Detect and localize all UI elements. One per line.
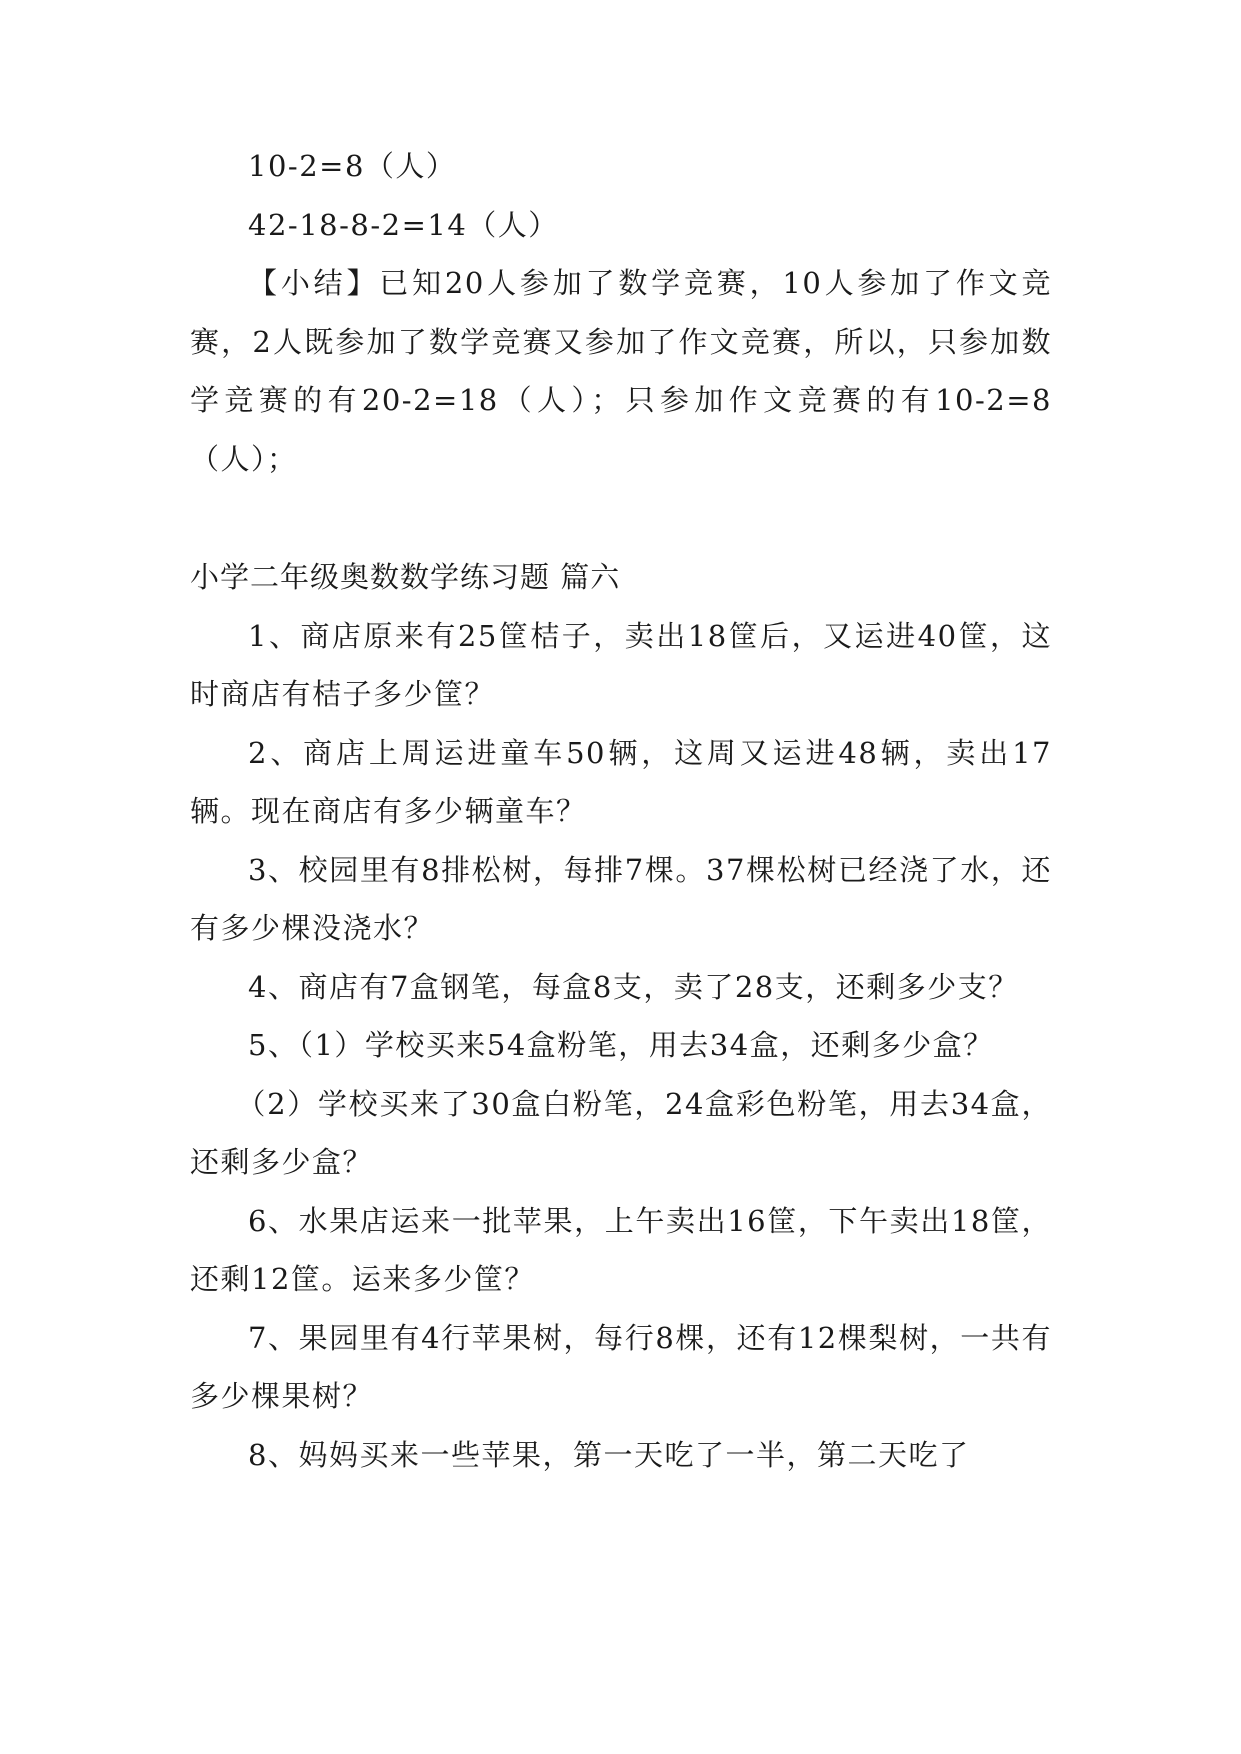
- problem-5-part-1: 5、（1）学校买来54盒粉笔，用去34盒，还剩多少盒？: [248, 1028, 994, 1062]
- problem-1: 1、商店原来有25筐桔子，卖出18筐后，又运进40筐，这时商店有桔子多少筐？: [190, 618, 1052, 711]
- problem-5-part-2: （2）学校买来了30盒白粉笔，24盒彩色粉笔，用去34盒，还剩多少盒？: [190, 1086, 1052, 1179]
- calc-line-1: 10-2=8（人）: [248, 149, 457, 183]
- problem-2: 2、商店上周运进童车50辆，这周又运进48辆，卖出17辆。现在商店有多少辆童车？: [190, 735, 1052, 828]
- calc-line-2: 42-18-8-2=14（人）: [248, 207, 559, 242]
- section-gap: [190, 488, 1052, 548]
- summary-paragraph: 【小结】已知20人参加了数学竞赛，10人参加了作文竞赛，2人既参加了数学竞赛又参加了作文竞赛，所以，只参加数学竞赛的有20-2=18（人）；只参加作文竞赛的有10-2=8（人）；: [190, 266, 1052, 476]
- problem-8: 8、妈妈买来一些苹果，第一天吃了一半，第二天吃了: [248, 1437, 970, 1472]
- problem-6: 6、水果店运来一批苹果，上午卖出16筐，下午卖出18筐，还剩12筐。运来多少筐？: [190, 1203, 1052, 1296]
- section-heading: 小学二年级奥数数学练习题 篇六: [190, 560, 621, 594]
- problem-3: 3、校园里有8排松树，每排7棵。37棵松树已经浇了水，还有多少棵没浇水？: [190, 852, 1052, 945]
- problem-4: 4、商店有7盒钢笔，每盒8支，卖了28支，还剩多少支？: [248, 969, 1019, 1004]
- problem-7: 7、果园里有4行苹果树，每行8棵，还有12棵梨树，一共有多少棵果树？: [190, 1320, 1052, 1413]
- document-body: [190, 137, 1052, 1484]
